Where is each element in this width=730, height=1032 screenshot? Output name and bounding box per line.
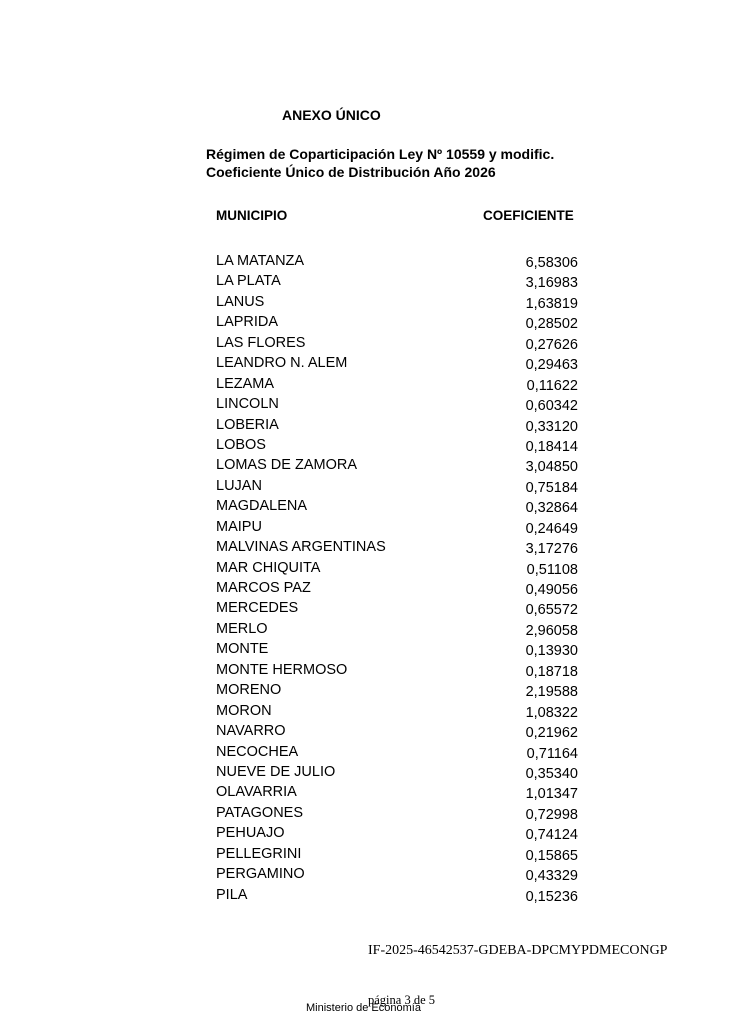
coeficiente-value: 0,21962 — [525, 725, 578, 742]
coeficiente-value: 0,15236 — [525, 888, 578, 905]
table-row — [216, 560, 578, 580]
table-row — [216, 744, 578, 764]
municipio-name: MARCOS PAZ — [216, 580, 311, 596]
coeficiente-value: 0,32864 — [525, 500, 578, 517]
municipio-name: LANUS — [216, 293, 265, 310]
page-number: página 3 de 5 — [368, 993, 435, 1007]
municipio-name: MERCEDES — [216, 600, 299, 617]
coeficiente-value: 0,15865 — [525, 847, 578, 864]
municipio-name: MORON — [216, 702, 272, 719]
table-row — [216, 294, 578, 314]
coeficiente-value: 0,27626 — [525, 336, 578, 353]
table-row — [216, 417, 578, 437]
coeficiente-value: 1,08322 — [525, 704, 578, 721]
coeficiente-value: 1,01347 — [525, 786, 578, 803]
municipio-name: MAIPU — [216, 518, 262, 535]
municipio-name: PERGAMINO — [216, 866, 305, 883]
document-subtitle — [206, 145, 554, 181]
coeficiente-value: 3,17276 — [525, 541, 578, 558]
table-row — [216, 621, 578, 641]
coeficiente-value: 0,13930 — [525, 643, 578, 660]
municipio-name: PELLEGRINI — [216, 845, 302, 862]
coeficiente-value: 1,63819 — [525, 295, 578, 312]
annex-title: ANEXO ÚNICO — [282, 107, 381, 123]
municipio-name: PATAGONES — [216, 804, 304, 821]
coeficiente-value: 0,71164 — [526, 745, 578, 762]
municipio-name: NAVARRO — [216, 723, 286, 740]
table-row — [216, 437, 578, 457]
table-row — [216, 600, 578, 620]
table-row — [216, 355, 578, 375]
municipio-name: PEHUAJO — [216, 825, 285, 842]
coeficiente-value: 0,49056 — [525, 582, 578, 598]
municipio-name: LEZAMA — [216, 375, 275, 392]
coeficiente-value: 0,51108 — [526, 561, 578, 578]
subtitle-line-2: Coeficiente Único de Distribución Año 2026 — [206, 164, 496, 180]
municipio-name: LUJAN — [216, 477, 262, 494]
coeficiente-value: 0,43329 — [525, 868, 578, 885]
coeficiente-value: 0,65572 — [525, 602, 578, 619]
table-row — [216, 825, 578, 845]
table-row — [216, 887, 578, 907]
municipio-name: NECOCHEA — [216, 743, 299, 760]
coeficiente-value: 2,19588 — [525, 684, 578, 701]
table-row — [216, 662, 578, 682]
subtitle-line-1: Régimen de Coparticipación Ley Nº 10559 y modific. — [206, 146, 555, 162]
ministry-label: Ministerio de Economía — [306, 1002, 421, 1014]
table-row — [216, 846, 578, 866]
table-row — [216, 498, 578, 518]
document-id: IF-2025-46542537-GDEBA-DPCMYPDMECONGP — [368, 943, 668, 958]
column-header-municipio: MUNICIPIO — [216, 208, 288, 223]
table-row — [216, 396, 578, 416]
table-row — [216, 314, 578, 334]
coeficiente-value: 0,29463 — [525, 357, 578, 374]
municipio-name: LINCOLN — [216, 396, 279, 413]
municipio-name: MONTE — [216, 641, 269, 658]
table-row — [216, 273, 578, 293]
table-row — [216, 703, 578, 723]
municipio-name: MAGDALENA — [216, 498, 308, 515]
municipio-name: LOBOS — [216, 436, 266, 453]
coeficiente-value: 0,11622 — [526, 377, 578, 394]
table-row — [216, 764, 578, 784]
municipio-name: PILA — [216, 886, 248, 903]
coeficiente-value: 0,74124 — [525, 827, 578, 844]
table-row — [216, 784, 578, 804]
coeficiente-value: 0,18414 — [525, 438, 578, 455]
table-row — [216, 519, 578, 539]
coeficiente-value: 0,18718 — [525, 663, 578, 680]
municipio-name: MERLO — [216, 620, 268, 637]
table-row — [216, 805, 578, 825]
table-row — [216, 253, 578, 273]
table-row — [216, 478, 578, 498]
municipio-name: MORENO — [216, 682, 282, 699]
municipio-name: LA PLATA — [216, 273, 281, 290]
table-row — [216, 866, 578, 886]
municipio-name: OLAVARRIA — [216, 784, 297, 801]
municipio-name: LEANDRO N. ALEM — [216, 355, 348, 372]
coeficiente-value: 0,24649 — [525, 520, 578, 537]
table-row — [216, 641, 578, 661]
table-row — [216, 335, 578, 355]
coeficiente-value: 0,60342 — [525, 398, 578, 415]
municipio-name: LA MATANZA — [216, 253, 305, 269]
municipio-name: LOMAS DE ZAMORA — [216, 457, 357, 474]
municipio-name: MALVINAS ARGENTINAS — [216, 539, 386, 556]
coeficiente-value: 3,16983 — [525, 275, 578, 292]
coeficiente-value: 0,75184 — [525, 479, 578, 496]
municipio-name: MONTE HERMOSO — [216, 661, 348, 678]
table-row — [216, 723, 578, 743]
coeficiente-value: 0,35340 — [525, 765, 578, 782]
coeficiente-value: 3,04850 — [525, 459, 578, 476]
municipio-name: LOBERIA — [216, 416, 279, 433]
table-row — [216, 376, 578, 396]
coeficiente-value: 2,96058 — [525, 622, 578, 639]
coefficient-table — [216, 253, 578, 907]
table-row — [216, 682, 578, 702]
municipio-name: NUEVE DE JULIO — [216, 763, 336, 780]
table-row — [216, 539, 578, 559]
table-row — [216, 457, 578, 477]
column-header-coeficiente: COEFICIENTE — [483, 208, 574, 223]
coeficiente-value: 0,28502 — [525, 316, 578, 333]
municipio-name: LAPRIDA — [216, 314, 279, 331]
table-row — [216, 580, 578, 600]
coeficiente-value: 0,33120 — [525, 418, 578, 435]
coeficiente-value: 0,72998 — [525, 806, 578, 823]
municipio-name: LAS FLORES — [216, 334, 306, 351]
coeficiente-value: 6,58306 — [525, 255, 578, 271]
municipio-name: MAR CHIQUITA — [216, 559, 321, 576]
